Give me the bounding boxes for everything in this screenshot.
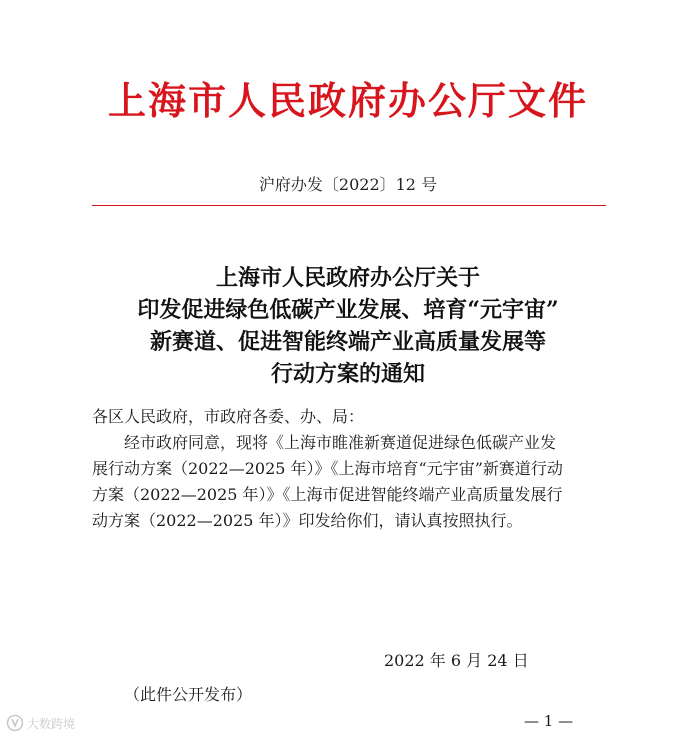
- notice-title: [0, 262, 696, 390]
- publication-note: （此件公开发布）: [124, 685, 253, 704]
- body-line: 经市政府同意，现将《上海市睢准新赛道促进绿色低碳产业发: [124, 433, 557, 452]
- body-line: 展行动方案（2022—2025 年）》《上海市培育“元宇宙”新赛道行动: [92, 459, 563, 478]
- issue-date: 2022 年 6 月 24 日: [384, 651, 529, 670]
- watermark-text: 大数跨境: [27, 716, 76, 731]
- header-divider: [92, 205, 606, 206]
- body-line: 方案（2022—2025 年）》《上海市促进智能终端产业高质量发展行: [92, 485, 563, 504]
- watermark-logo-icon: [6, 714, 24, 732]
- notice-title-line: 新赛道、促进智能终端产业高质量发展等: [149, 329, 546, 355]
- document-header-title: 上海市人民政府办公厅文件: [107, 78, 588, 123]
- document-number: 沪府办发〔2022〕12 号: [258, 175, 438, 194]
- salutation: 各区人民政府，市政府各委、办、局：: [92, 407, 365, 426]
- notice-title-line: 行动方案的通知: [270, 361, 425, 387]
- page-number: — 1 —: [524, 712, 574, 730]
- notice-title-line: 印发促进绿色低碳产业发展、培育“元宇宙”: [137, 297, 559, 323]
- watermark: [6, 714, 75, 732]
- body-line: 动方案（2022—2025 年）》印发给你们，请认真按照执行。: [92, 511, 523, 530]
- body-paragraph: [92, 430, 612, 534]
- notice-title-line: 上海市人民政府办公厅关于: [215, 265, 480, 291]
